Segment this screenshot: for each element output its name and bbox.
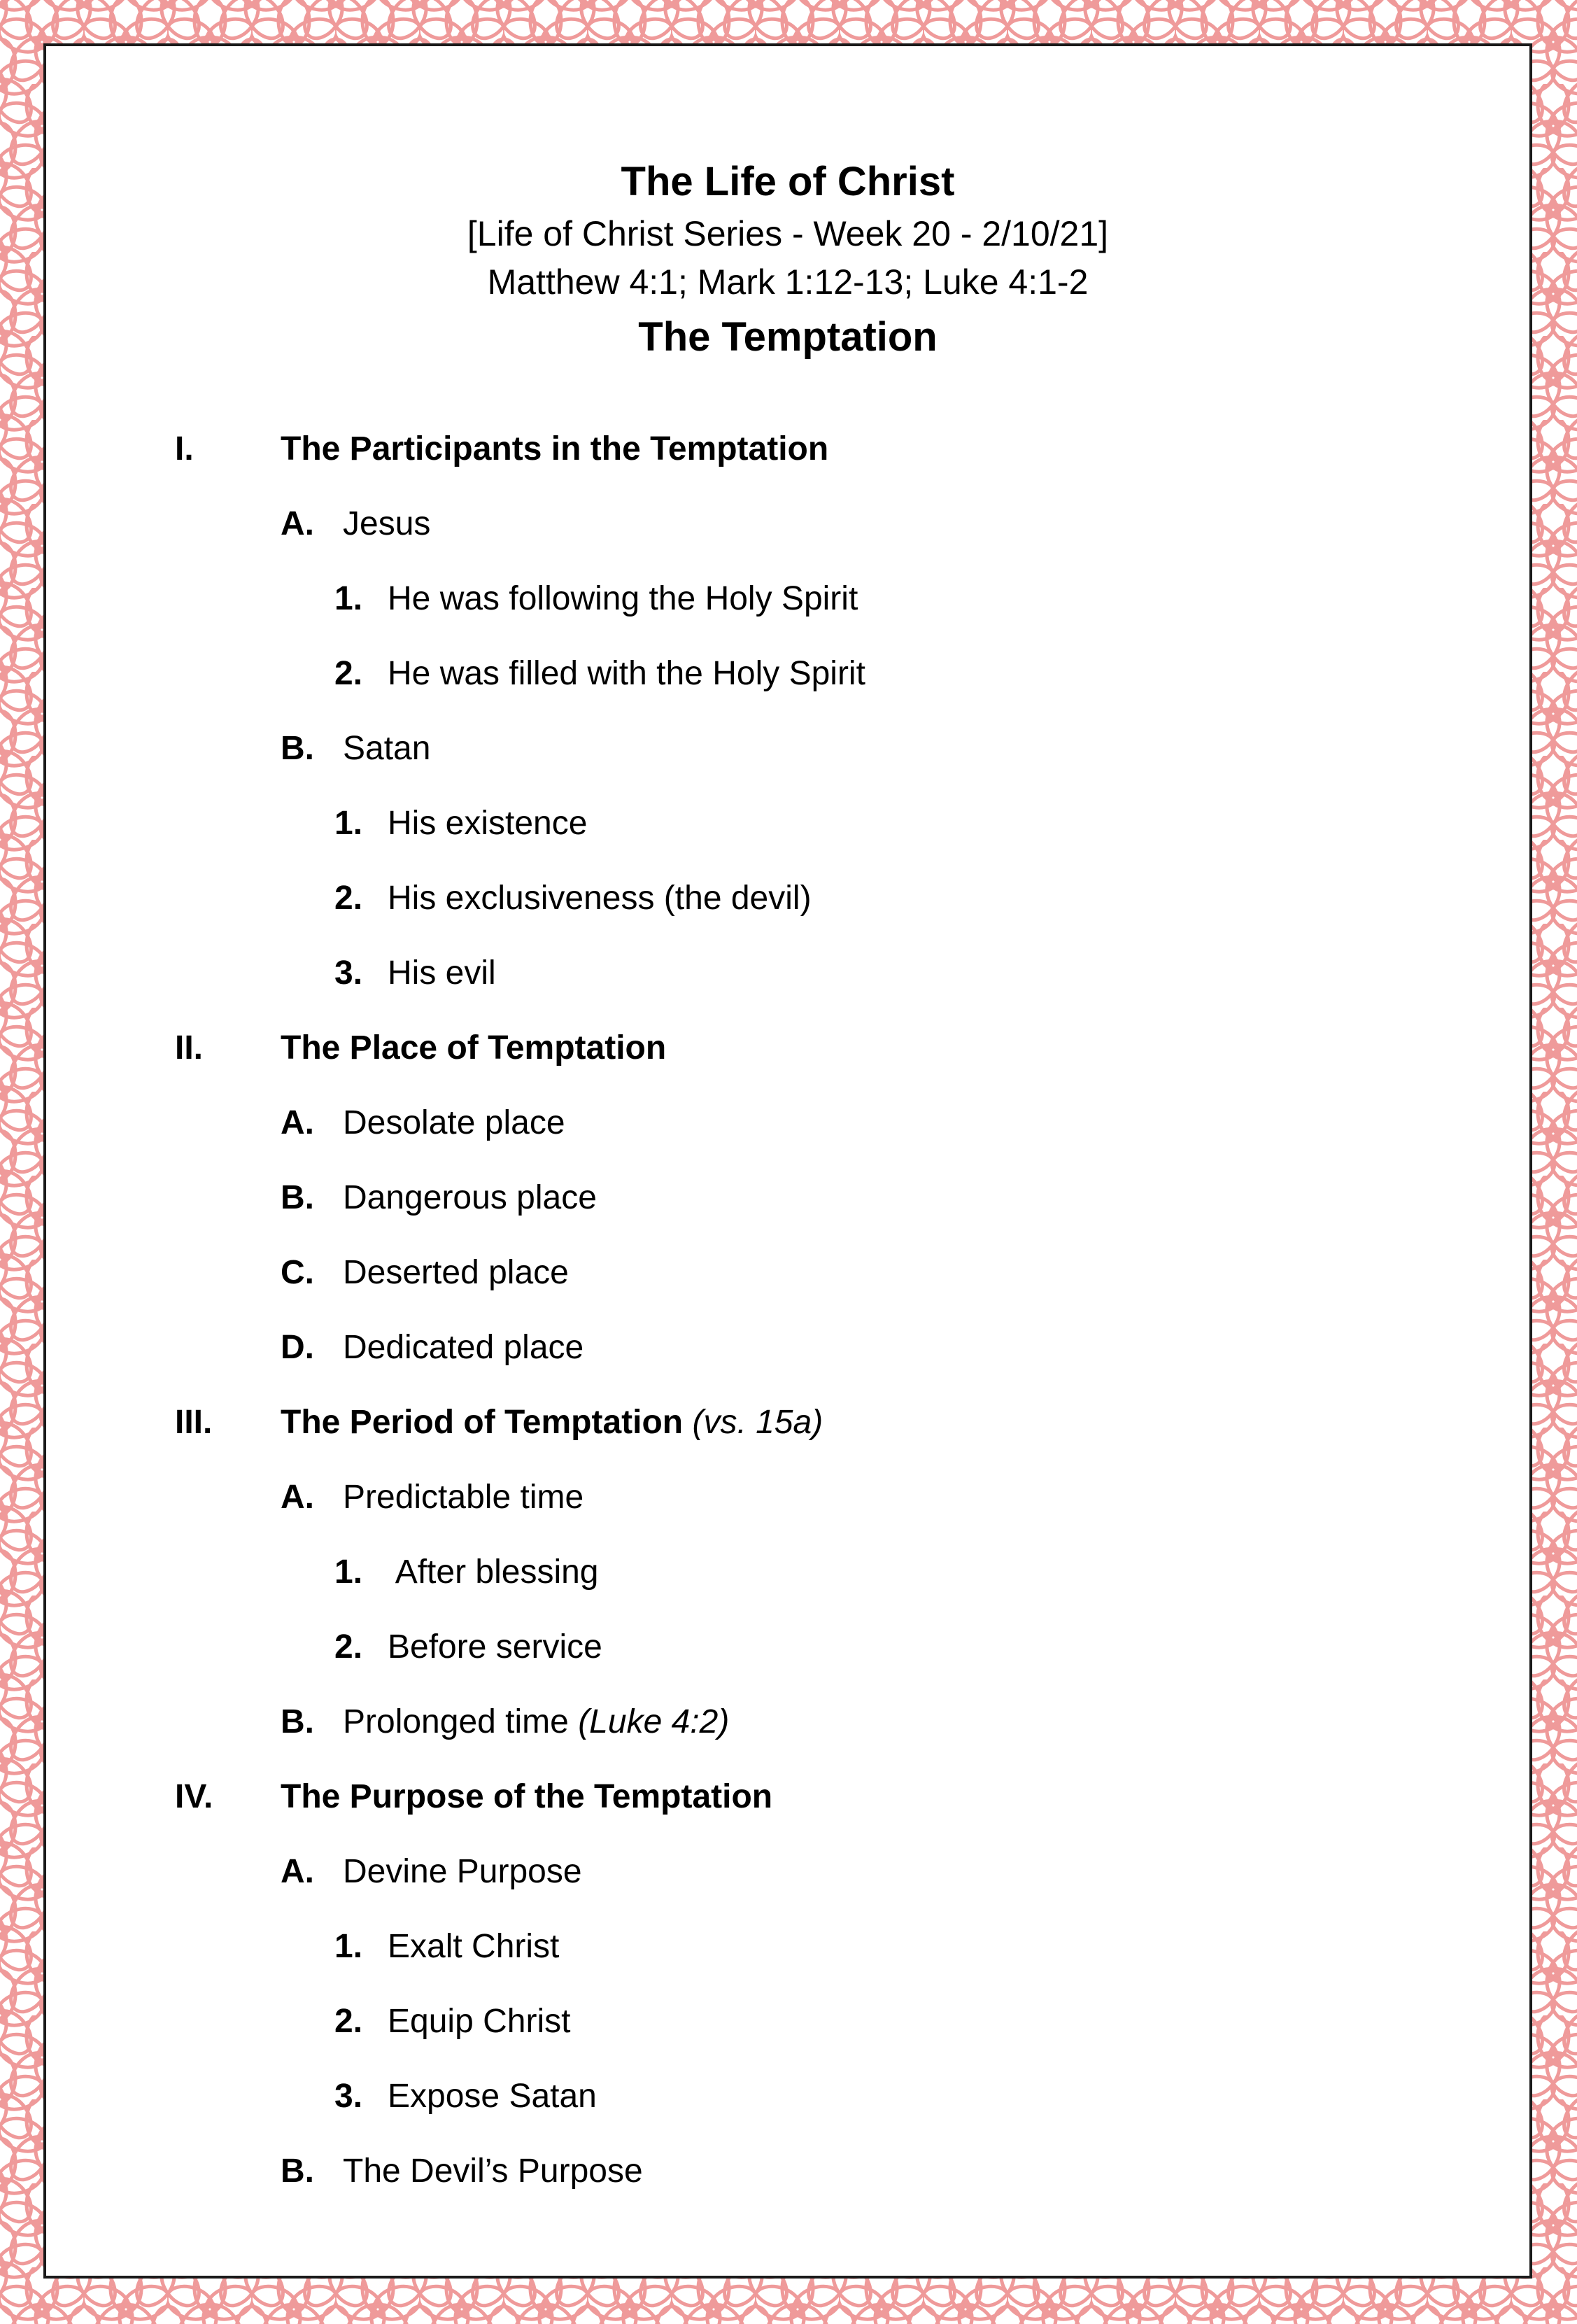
outline-text <box>343 2152 643 2190</box>
outline-heading: Desolate place <box>343 1104 565 1141</box>
outline-marker: 2. <box>334 880 363 917</box>
outline-marker: A. <box>281 1104 314 1141</box>
series-info: [Life of Christ Series - Week 20 - 2/10/21] <box>467 214 1109 253</box>
scripture-reference: (Luke 4:2) <box>578 1703 730 1740</box>
outline-marker: 1. <box>334 1554 363 1591</box>
outline-section-item <box>46 1029 1529 1078</box>
outline-point-item <box>46 2152 1529 2201</box>
outline-point-item <box>46 729 1529 778</box>
outline-text <box>343 1703 729 1741</box>
outline-text <box>343 1328 584 1367</box>
outline-heading: Expose Satan <box>388 2078 597 2115</box>
outline-point-item <box>46 1478 1529 1527</box>
outline-heading: The Participants in the Temptation <box>281 430 829 467</box>
outline-heading: Dedicated place <box>343 1329 584 1366</box>
outline-marker: 2. <box>334 1628 363 1665</box>
outline-point-item <box>46 1178 1529 1227</box>
outline-heading: The Place of Temptation <box>281 1029 667 1066</box>
outline-text <box>343 729 430 768</box>
outline-subpoint-item <box>46 1553 1529 1602</box>
outline-marker: B. <box>281 2153 314 2190</box>
outline-section-item <box>46 1403 1529 1452</box>
outline-heading: Jesus <box>343 505 431 542</box>
outline-point-item <box>46 1852 1529 1901</box>
outline-marker: A. <box>281 505 314 542</box>
outline-heading: He was filled with the Holy Spirit <box>388 655 865 692</box>
outline-text <box>343 1253 569 1292</box>
outline-text <box>343 1104 565 1142</box>
document-title: The Life of Christ <box>621 159 955 204</box>
outline-marker: II. <box>175 1029 204 1066</box>
outline-marker: A. <box>281 1479 314 1516</box>
outline-marker: B. <box>281 1703 314 1740</box>
outline-heading: He was following the Holy Spirit <box>388 580 858 617</box>
outline-text <box>281 1777 772 1816</box>
outline-heading: His evil <box>388 955 496 992</box>
outline-subpoint-item <box>46 579 1529 628</box>
outline-marker: 3. <box>334 955 363 992</box>
outline-point-item <box>46 1328 1529 1377</box>
outline-point-item <box>46 1253 1529 1302</box>
outline-text <box>343 1852 582 1891</box>
outline-marker: C. <box>281 1254 314 1291</box>
outline-marker: B. <box>281 730 314 767</box>
outline-heading: Prolonged time <box>343 1703 579 1740</box>
outline-heading: Satan <box>343 730 431 767</box>
outline-subpoint-item <box>46 804 1529 853</box>
outline-heading: Devine Purpose <box>343 1853 582 1890</box>
outline-text <box>343 1478 584 1516</box>
outline-marker: A. <box>281 1853 314 1890</box>
outline-text <box>343 505 430 543</box>
outline-marker: IV. <box>175 1778 213 1815</box>
outline-text <box>388 579 858 618</box>
outline-text <box>281 430 828 468</box>
scripture-reference: (vs. 15a) <box>692 1404 823 1441</box>
outline-marker: 1. <box>334 1928 363 1965</box>
outline-heading: Before service <box>388 1628 602 1665</box>
outline-subpoint-item <box>46 2077 1529 2126</box>
outline-heading: Equip Christ <box>388 2003 571 2040</box>
outline-heading: The Period of Temptation <box>281 1404 693 1441</box>
outline-heading: After blessing <box>388 1554 599 1591</box>
document-subtitle: The Temptation <box>638 314 938 360</box>
outline-text <box>388 2002 570 2041</box>
outline-heading: His existence <box>388 805 588 842</box>
outline-subpoint-item <box>46 954 1529 1003</box>
outline-point-item <box>46 1703 1529 1752</box>
outline-point-item <box>46 1104 1529 1153</box>
outline-heading: The Devil’s Purpose <box>343 2153 643 2190</box>
outline-marker: III. <box>175 1404 213 1441</box>
outline-subpoint-item <box>46 879 1529 928</box>
outline-text <box>388 654 865 693</box>
outline-marker: I. <box>175 430 194 467</box>
outline-subpoint-item <box>46 654 1529 703</box>
outline-text <box>388 2077 597 2115</box>
outline-subpoint-item <box>46 2002 1529 2051</box>
outline-section-item <box>46 1777 1529 1826</box>
outline-subpoint-item <box>46 1628 1529 1677</box>
outline-text <box>281 1403 823 1442</box>
outline-text <box>281 1029 666 1067</box>
outline-heading: Exalt Christ <box>388 1928 560 1965</box>
outline-marker: 3. <box>334 2078 363 2115</box>
outline-marker: 2. <box>334 2003 363 2040</box>
scripture-references: Matthew 4:1; Mark 1:12-13; Luke 4:1-2 <box>487 262 1089 302</box>
outline-heading: Dangerous place <box>343 1179 597 1216</box>
outline-heading: Predictable time <box>343 1479 584 1516</box>
outline-heading: The Purpose of the Temptation <box>281 1778 773 1815</box>
outline-text <box>388 954 496 992</box>
outline-heading: His exclusiveness (the devil) <box>388 880 812 917</box>
outline-text <box>388 1927 559 1966</box>
outline-section-item <box>46 430 1529 479</box>
outline-text <box>388 879 812 917</box>
outline-marker: B. <box>281 1179 314 1216</box>
outline-text <box>388 1628 602 1666</box>
document-page <box>43 43 1532 2279</box>
outline-marker: 2. <box>334 655 363 692</box>
outline-heading: Deserted place <box>343 1254 569 1291</box>
outline-marker: D. <box>281 1329 314 1366</box>
outline-marker: 1. <box>334 805 363 842</box>
outline-point-item <box>46 505 1529 554</box>
outline-subpoint-item <box>46 1927 1529 1976</box>
outline-text <box>388 804 587 843</box>
outline-marker: 1. <box>334 580 363 617</box>
outline-text <box>343 1178 597 1217</box>
outline-text <box>388 1553 599 1591</box>
